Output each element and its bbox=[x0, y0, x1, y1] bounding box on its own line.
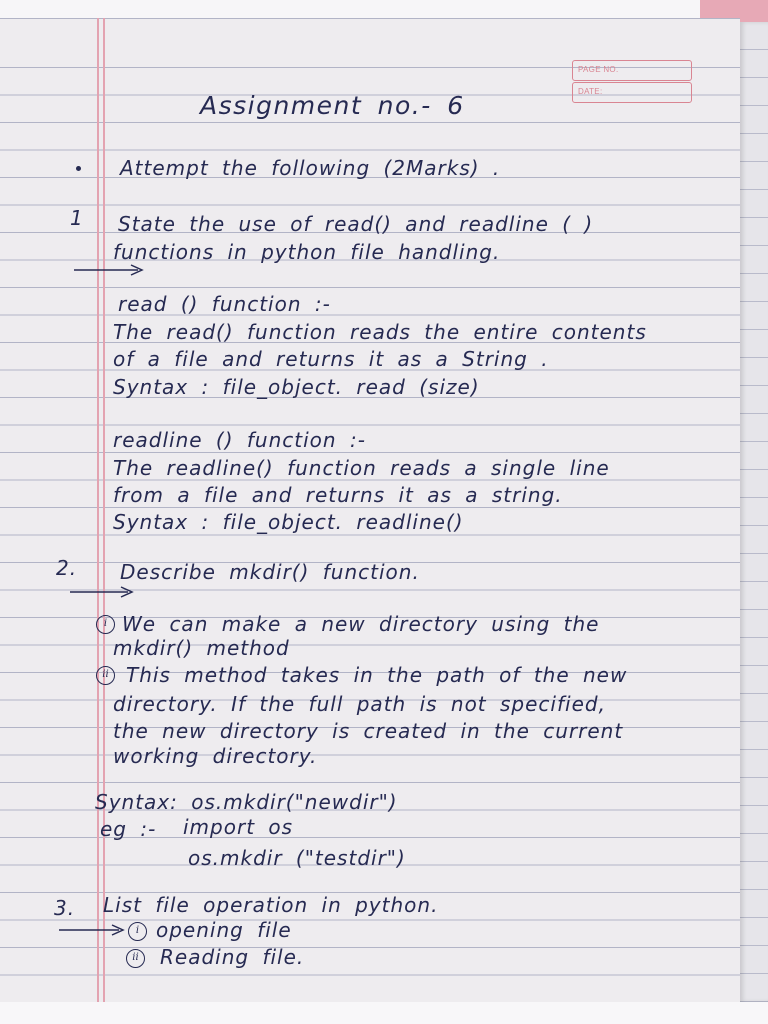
question-number: 1 bbox=[70, 206, 84, 230]
answer-line: We can make a new directory using the bbox=[122, 612, 600, 636]
next-page-edge bbox=[740, 22, 768, 1002]
item-marker: ii bbox=[126, 949, 145, 968]
item-marker: i bbox=[128, 922, 147, 941]
date-label: DATE: bbox=[578, 87, 603, 96]
answer-line: of a file and returns it as a String . bbox=[113, 347, 549, 371]
point-marker: i bbox=[96, 615, 115, 634]
answer-heading: read () function :- bbox=[118, 292, 331, 316]
answer-line: working directory. bbox=[113, 744, 318, 768]
example-label: eg :- bbox=[100, 817, 157, 841]
list-item: Reading file. bbox=[160, 945, 305, 969]
example-code-line: import os bbox=[183, 815, 294, 839]
margin-line bbox=[97, 18, 99, 1002]
answer-line: from a file and returns it as a string. bbox=[113, 483, 563, 507]
question-number: 3. bbox=[54, 896, 76, 920]
bullet-icon bbox=[76, 166, 81, 171]
answer-line: The read() function reads the entire contents bbox=[113, 320, 647, 344]
answer-heading: readline () function :- bbox=[113, 428, 366, 452]
question-line: Describe mkdir() function. bbox=[120, 560, 420, 584]
assignment-title: Assignment no.- 6 bbox=[200, 91, 465, 120]
list-item: opening file bbox=[156, 918, 292, 942]
page-no-label: PAGE NO. bbox=[578, 65, 619, 74]
answer-syntax: Syntax : file_object. read (size) bbox=[113, 375, 480, 399]
answer-line: This method takes in the path of the new bbox=[126, 663, 628, 687]
question-line: State the use of read() and readline ( ) bbox=[118, 212, 594, 236]
answer-syntax: Syntax: os.mkdir("newdir") bbox=[95, 790, 398, 814]
arrow-icon bbox=[72, 263, 144, 277]
page-no-box bbox=[572, 60, 692, 81]
page-bottom-edge bbox=[0, 1002, 768, 1024]
answer-line: directory. If the full path is not specified, bbox=[113, 692, 606, 716]
answer-syntax: Syntax : file_object. readline() bbox=[113, 510, 464, 534]
page-top-edge bbox=[0, 0, 768, 18]
margin-line-inner bbox=[103, 18, 105, 1002]
answer-line: The readline() function reads a single line bbox=[113, 456, 610, 480]
answer-line: mkdir() method bbox=[113, 636, 290, 660]
instruction-text: Attempt the following (2Marks) . bbox=[120, 156, 501, 180]
question-line: functions in python file handling. bbox=[113, 240, 501, 264]
arrow-icon bbox=[57, 923, 125, 937]
example-code-line: os.mkdir ("testdir") bbox=[188, 846, 406, 870]
date-box bbox=[572, 82, 692, 103]
question-line: List file operation in python. bbox=[103, 893, 439, 917]
question-number: 2. bbox=[56, 556, 78, 580]
arrow-icon bbox=[68, 585, 134, 599]
answer-line: the new directory is created in the current bbox=[113, 719, 624, 743]
point-marker: ii bbox=[96, 666, 115, 685]
